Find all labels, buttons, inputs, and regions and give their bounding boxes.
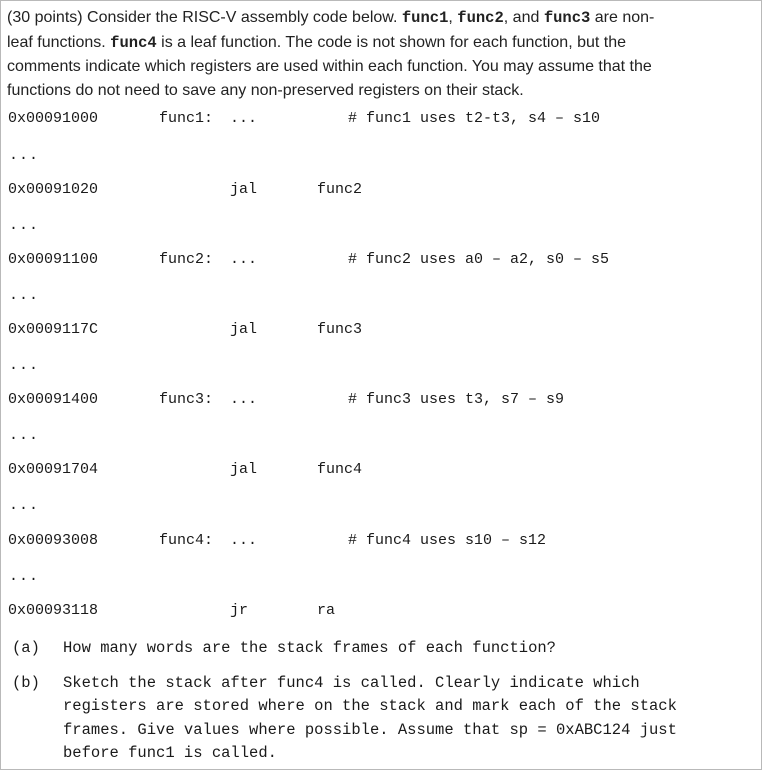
ellipsis: ... <box>9 217 40 234</box>
ellipsis: ... <box>9 287 40 304</box>
function-label: func4: <box>159 532 214 549</box>
address: 0x00091400 <box>8 391 99 408</box>
operand: ra <box>317 602 336 619</box>
function-label: func1: <box>159 110 214 127</box>
address: 0x00091704 <box>8 461 99 478</box>
code-comment: # func2 uses a0 – a2, s0 – s5 <box>348 251 610 268</box>
code-line-jal-func3 <box>1 321 761 341</box>
points-label: (30 points) <box>7 9 83 26</box>
func2-name: func2 <box>457 9 504 27</box>
question-text: Sketch the stack after func4 is called. Clearly indicate which registers are stored where on the stack and mark each of the stack frames. Give values where possible. Assume that sp = 0xABC124 just before func1 is called. <box>63 674 677 762</box>
ellipsis: ... <box>9 357 40 374</box>
code-line-jr-ra <box>1 602 761 622</box>
code-line-func1 <box>1 110 761 130</box>
code-line-func3 <box>1 391 761 411</box>
ellipsis: ... <box>9 568 40 585</box>
address: 0x00093118 <box>8 602 99 619</box>
func1-name: func1 <box>401 9 449 27</box>
operand: func4 <box>317 461 363 478</box>
instruction: ... <box>230 110 258 127</box>
function-label: func2: <box>159 251 214 268</box>
question-text: How many words are the stack frames of each function? <box>63 639 556 657</box>
function-label: func3: <box>159 391 214 408</box>
instruction: jal <box>230 461 258 478</box>
instruction: ... <box>230 251 258 268</box>
instruction: jal <box>230 321 258 338</box>
code-line-func4 <box>1 532 761 552</box>
code-comment: # func3 uses t3, s7 – s9 <box>348 391 565 408</box>
operand: func2 <box>317 181 363 198</box>
func3-name: func3 <box>543 9 591 27</box>
code-line-jal-func2 <box>1 181 761 201</box>
problem-statement: (30 points) Consider the RISC-V assembly code below. func1, func2, and func3 are non-leaf functions. func4 is a leaf function. The code is not shown for each function, but the comments indicate which registers are used within each function. You may assume that the functions do not need to save any non-preserved registers on their stack. <box>7 9 655 99</box>
code-line-func2 <box>1 251 761 271</box>
question-label: (b) <box>12 674 40 692</box>
ellipsis: ... <box>9 427 40 444</box>
func4-name: func4 <box>110 33 157 52</box>
address: 0x00093008 <box>8 532 99 549</box>
code-line-jal-func4 <box>1 461 761 481</box>
instruction: ... <box>230 391 258 408</box>
operand: func3 <box>317 321 363 338</box>
address: 0x00091100 <box>8 251 99 268</box>
code-comment: # func1 uses t2-t3, s4 – s10 <box>348 110 601 127</box>
instruction: jr <box>230 602 249 619</box>
question-label: (a) <box>12 639 40 657</box>
instruction: ... <box>230 532 258 549</box>
instruction: jal <box>230 181 258 198</box>
question-b <box>1 672 761 766</box>
address: 0x00091000 <box>8 110 99 127</box>
question-a <box>1 637 761 661</box>
address: 0x0009117C <box>8 321 99 338</box>
ellipsis: ... <box>9 497 40 514</box>
address: 0x00091020 <box>8 181 99 198</box>
code-comment: # func4 uses s10 – s12 <box>348 532 547 549</box>
ellipsis: ... <box>9 147 40 164</box>
